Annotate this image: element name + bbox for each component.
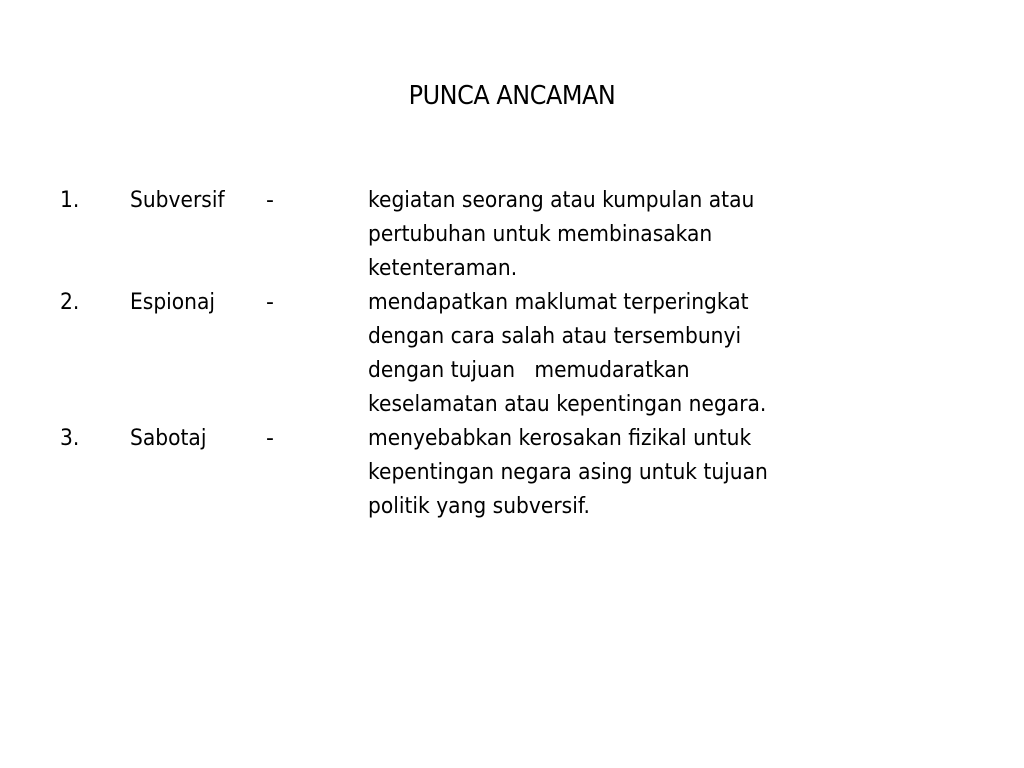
list-item	[60, 184, 940, 286]
definition-line: politik yang subversif.	[368, 494, 590, 519]
definition-line: menyebabkan kerosakan fizikal untuk	[368, 426, 752, 451]
item-separator: -	[266, 426, 274, 451]
item-term: Subversif	[130, 188, 225, 213]
item-definition	[368, 286, 894, 422]
item-definition	[368, 184, 894, 286]
definition-line: keselamatan atau kepentingan negara.	[368, 392, 767, 417]
definition-line: dengan tujuan memudaratkan	[368, 358, 690, 383]
definition-line: dengan cara salah atau tersembunyi	[368, 324, 742, 349]
item-number: 1.	[60, 188, 80, 213]
definition-line: kegiatan seorang atau kumpulan atau	[368, 188, 755, 213]
item-number: 3.	[60, 426, 80, 451]
threat-list	[60, 184, 940, 524]
list-item	[60, 422, 940, 524]
definition-line: kepentingan negara asing untuk tujuan	[368, 460, 768, 485]
item-separator: -	[266, 290, 274, 315]
definition-line: mendapatkan maklumat terperingkat	[368, 290, 749, 315]
item-term: Espionaj	[130, 290, 216, 315]
definition-line: ketenteraman.	[368, 256, 518, 281]
slide-title: PUNCA ANCAMAN	[408, 81, 616, 111]
item-term: Sabotaj	[130, 426, 207, 451]
list-item	[60, 286, 940, 422]
item-number: 2.	[60, 290, 80, 315]
item-separator: -	[266, 188, 274, 213]
item-definition	[368, 422, 894, 524]
definition-line: pertubuhan untuk membinasakan	[368, 222, 713, 247]
